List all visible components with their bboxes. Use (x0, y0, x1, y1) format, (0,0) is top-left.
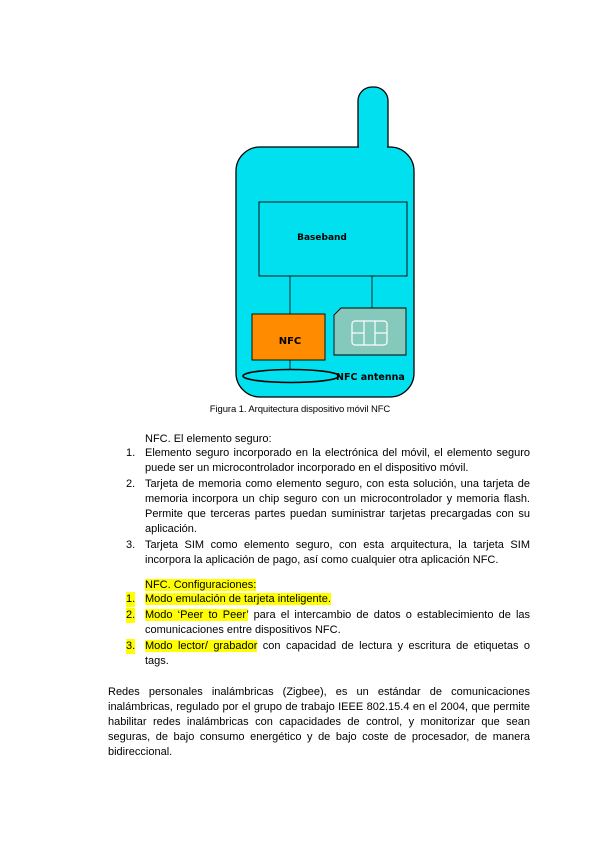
highlighted-text: Modo ‘Peer to Peer’ (145, 609, 249, 621)
nfc-chip-label: NFC (278, 336, 302, 347)
list-text: Tarjeta de memoria como elemento seguro, con esta solución, una tarjeta de memoria incorpora un chip seguro con un microcontrolador y memoria flash. Permite que terceras partes puedan suministrar tarjetas precargadas con su aplicación. (145, 478, 530, 535)
list-item (123, 592, 530, 607)
list-text: Elemento seguro incorporado en la electrónica del móvil, el elemento seguro puede ser un microcontrolador incorporado en el dispositivo móvil. (145, 447, 530, 474)
list-item (123, 608, 530, 638)
list-number: 3. (126, 539, 136, 551)
list-number: 3. (126, 640, 136, 652)
secure-element-heading: NFC. El elemento seguro: (145, 433, 272, 445)
list-number: 2. (126, 609, 136, 621)
sim-card (334, 308, 406, 355)
highlighted-text: Modo lector/ grabador (145, 640, 258, 652)
list-number: 1. (126, 593, 136, 605)
baseband-label: Baseband (297, 233, 347, 243)
list-text: con capacidad de lectura y escritura de etiquetas o tags. (145, 640, 530, 667)
zigbee-paragraph: Redes personales inalámbricas (Zigbee), es un estándar de comunicaciones inalámbricas, regulado por el grupo de trabajo IEEE 802.15.4 en el 2004, que permite habilitar redes inalámbricas con capacidades de control, y monitorizar que sean seguras, de bajo consumo energético y de bajo coste de procesador, de manera bidireccional. (108, 686, 530, 758)
list-item (123, 477, 530, 537)
list-text: Tarjeta SIM como elemento seguro, con esta arquitectura, la tarjeta SIM incorpora la aplicación de pago, así como cualquier otra aplicación NFC. (145, 539, 530, 566)
list-number: 1. (126, 447, 136, 459)
secure-element-list (123, 446, 530, 569)
figure-caption: Figura 1. Arquitectura dispositivo móvil NFC (209, 404, 391, 415)
list-item (123, 538, 530, 568)
list-item (123, 446, 530, 476)
highlighted-text: Modo emulación de tarjeta inteligente. (145, 593, 331, 605)
list-text: para el intercambio de datos o establecimiento de las comunicaciones entre dispositivos NFC. (145, 609, 531, 636)
configurations-heading (145, 578, 256, 592)
highlighted-text: NFC. Configuraciones: (145, 579, 257, 591)
nfc-antenna-label: NFC antenna (336, 372, 405, 383)
configurations-list (123, 592, 530, 670)
nfc-architecture-diagram (228, 82, 428, 398)
list-number: 2. (126, 478, 136, 490)
list-item (123, 639, 530, 669)
